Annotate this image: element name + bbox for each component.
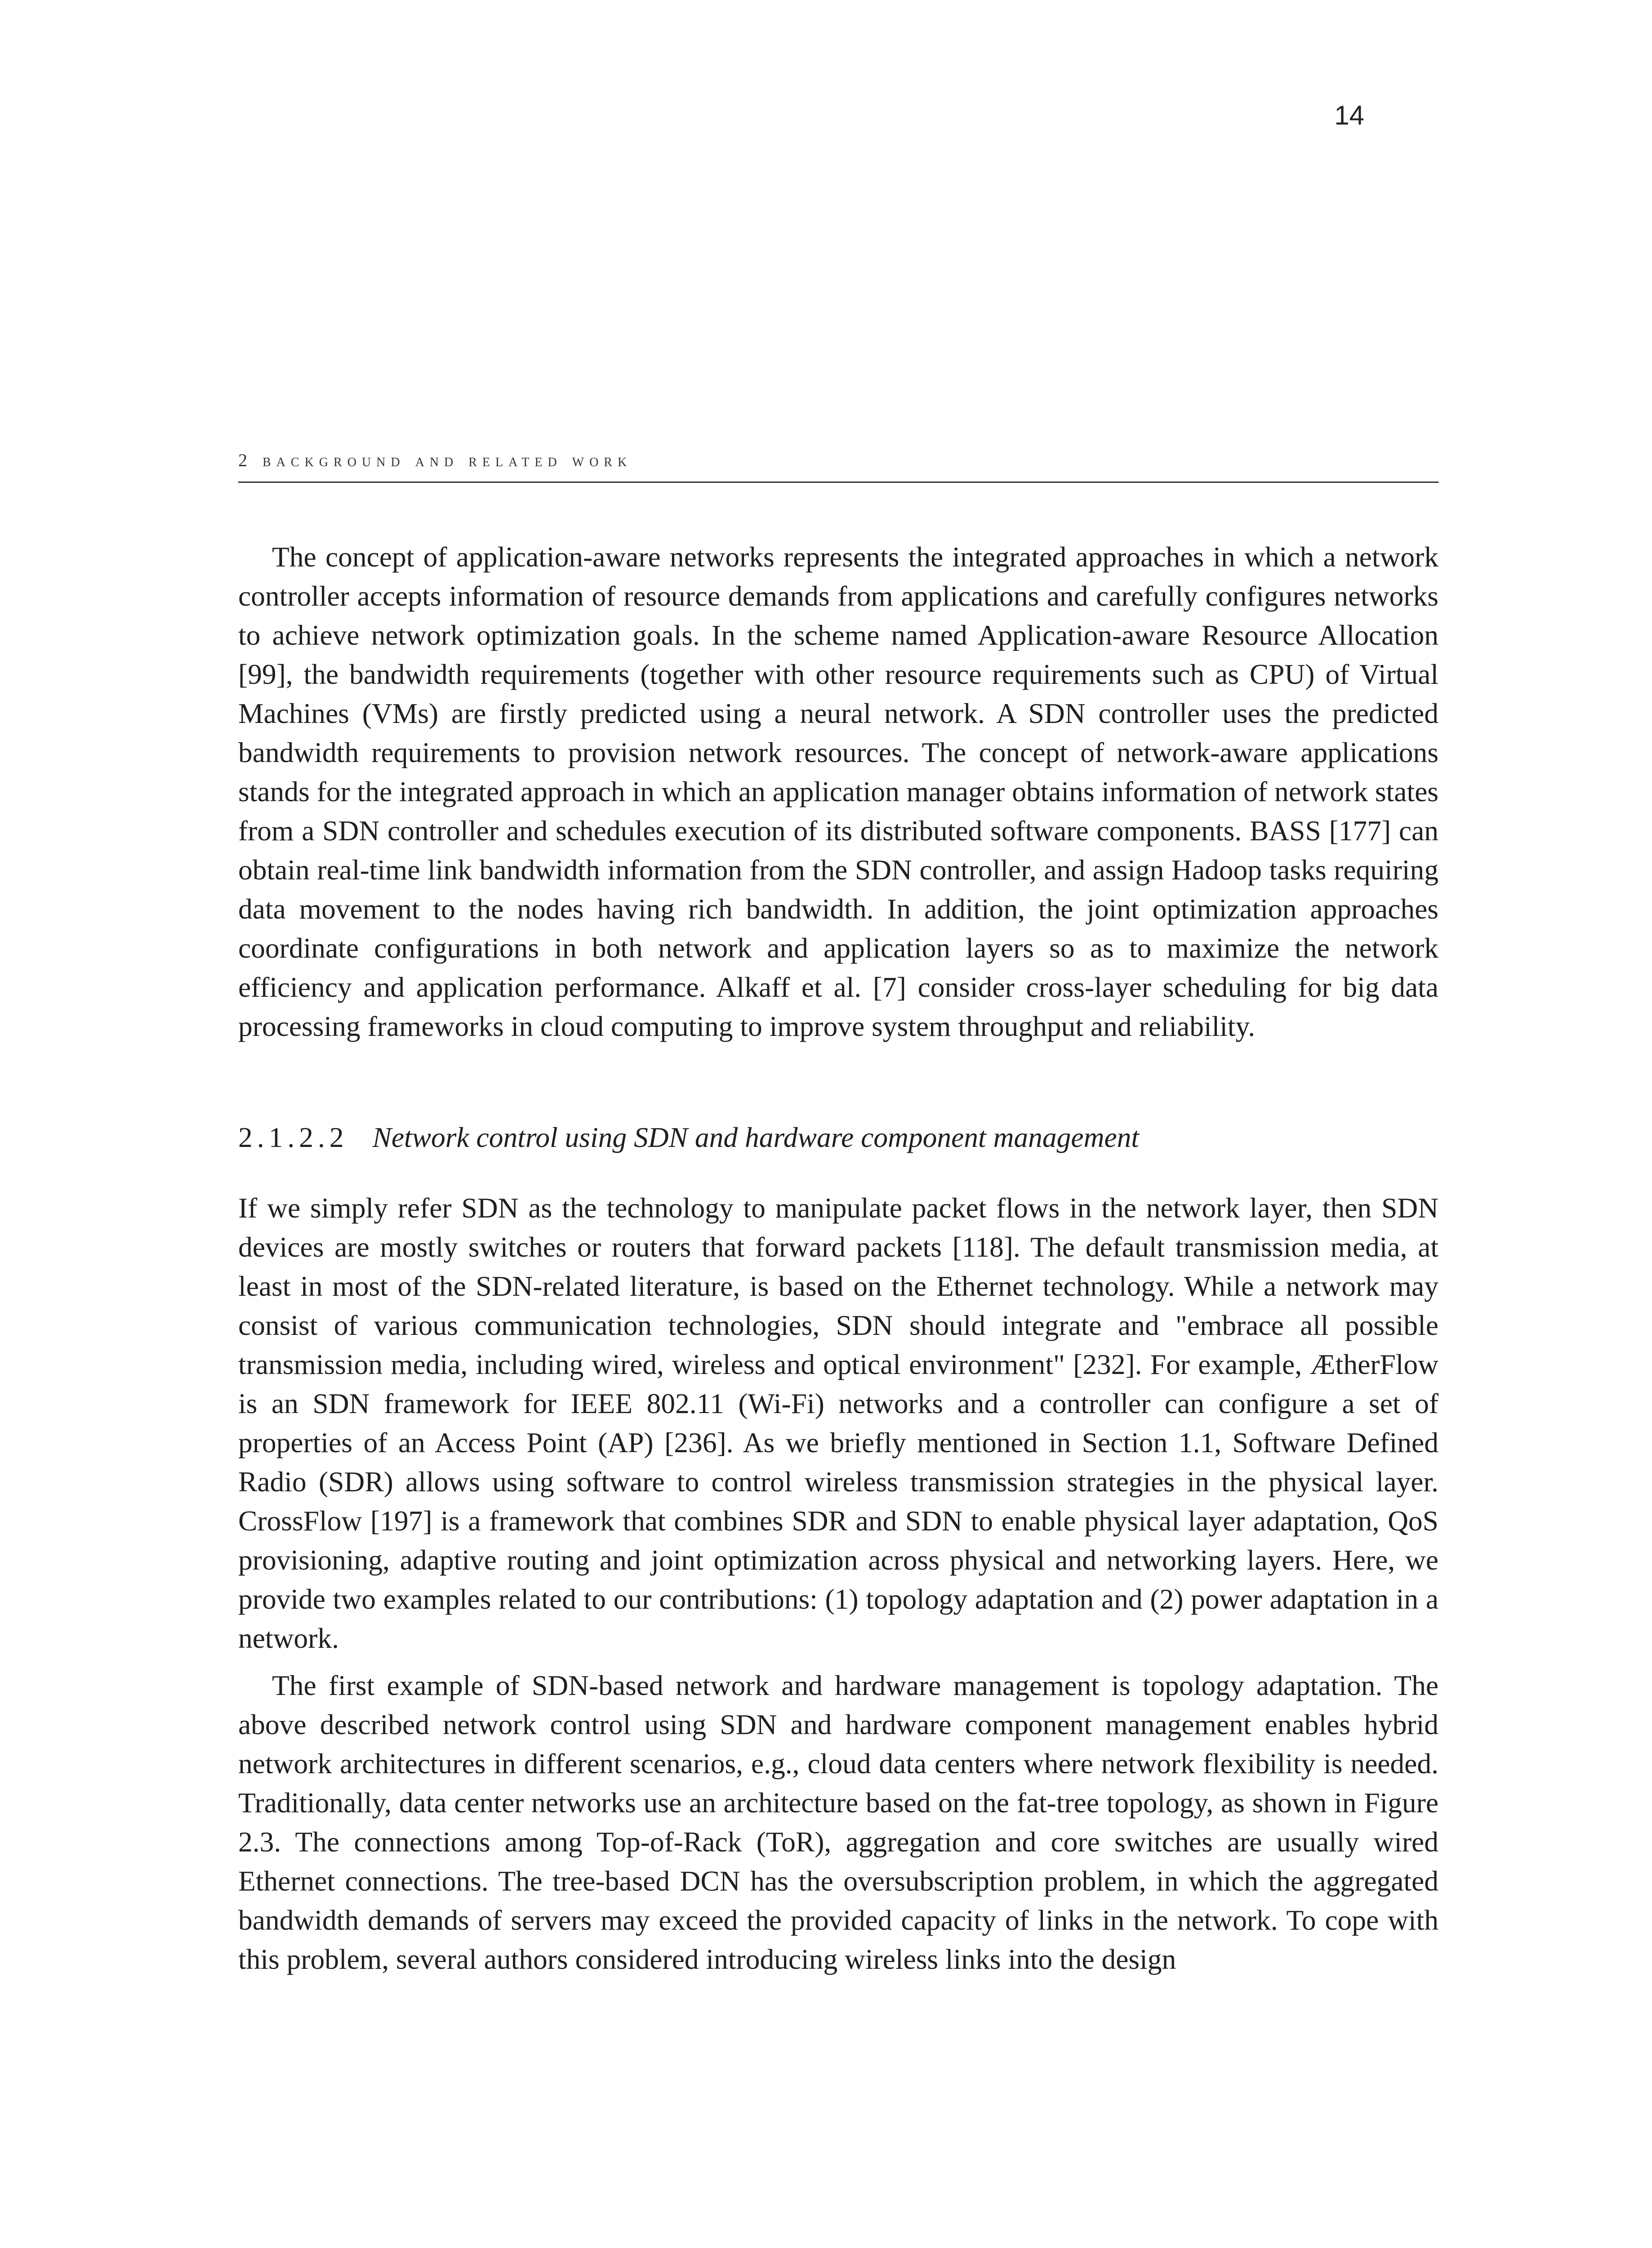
page-body — [238, 537, 1438, 1979]
subsection-title: Network control using SDN and hardware component management — [372, 1121, 1140, 1153]
subsection-number: 2.1.2.2 — [238, 1121, 348, 1153]
running-head: 2 background and related work — [238, 450, 1438, 483]
paragraph-topology-adaptation: The first example of SDN-based network and hardware management is topology adaptation. The above described network control using SDN and hardware component management enables hybrid network architectures in different scenarios, e.g., cloud data centers where network flexibility is needed. Traditionally, data center networks use an architecture based on the fat-tree topology, as shown in Figure 2.3. The connections among Top-of-Rack (ToR), aggregation and core switches are usually wired Ethernet connections. The tree-based DCN has the oversubscription problem, in which the aggregated bandwidth demands of servers may exceed the provided capacity of links in the network. To cope with this problem, several authors considered introducing wireless links into the design — [238, 1669, 1438, 1975]
page-number: 14 — [1334, 100, 1364, 130]
subsection-heading — [238, 1118, 1438, 1157]
paragraph-sdn-network-control: If we simply refer SDN as the technology to manipulate packet flows in the network layer, then SDN devices are mostly switches or routers that forward packets [118]. The default transmission media, at least in most of the SDN-related literature, is based on the Ethernet technology. While a network may consist of various communication technologies, SDN should integrate and "embrace all possible transmission media, including wired, wireless and optical environment" [232]. For example, ÆtherFlow is an SDN framework for IEEE 802.11 (Wi-Fi) networks and a controller can configure a set of properties of an Access Point (AP) [236]. As we briefly mentioned in Section 1.1, Software Defined Radio (SDR) allows using software to control wireless transmission strategies in the physical layer. CrossFlow [197] is a framework that combines SDR and SDN to enable physical layer adaptation, QoS provisioning, adaptive routing and joint optimization across physical and networking layers. Here, we provide two examples related to our contributions: (1) topology adaptation and (2) power adaptation in a network. — [238, 1192, 1438, 1654]
paragraph-application-aware-networks: The concept of application-aware networks represents the integrated approaches in which a network controller accepts information of resource demands from applications and carefully configures networks to achieve network optimization goals. In the scheme named Application-aware Resource Allocation [99], the bandwidth requirements (together with other resource requirements such as CPU) of Virtual Machines (VMs) are firstly predicted using a neural network. A SDN controller uses the predicted bandwidth requirements to provision network resources. The concept of network-aware applications stands for the integrated approach in which an application manager obtains information of network states from a SDN controller and schedules execution of its distributed software components. BASS [177] can obtain real-time link bandwidth information from the SDN controller, and assign Hadoop tasks requiring data movement to the nodes having rich bandwidth. In addition, the joint optimization approaches coordinate configurations in both network and application layers so as to maximize the network efficiency and application performance. Alkaff et al. [7] consider cross-layer scheduling for big data processing frameworks in cloud computing to improve system throughput and reliability. — [238, 541, 1438, 1042]
